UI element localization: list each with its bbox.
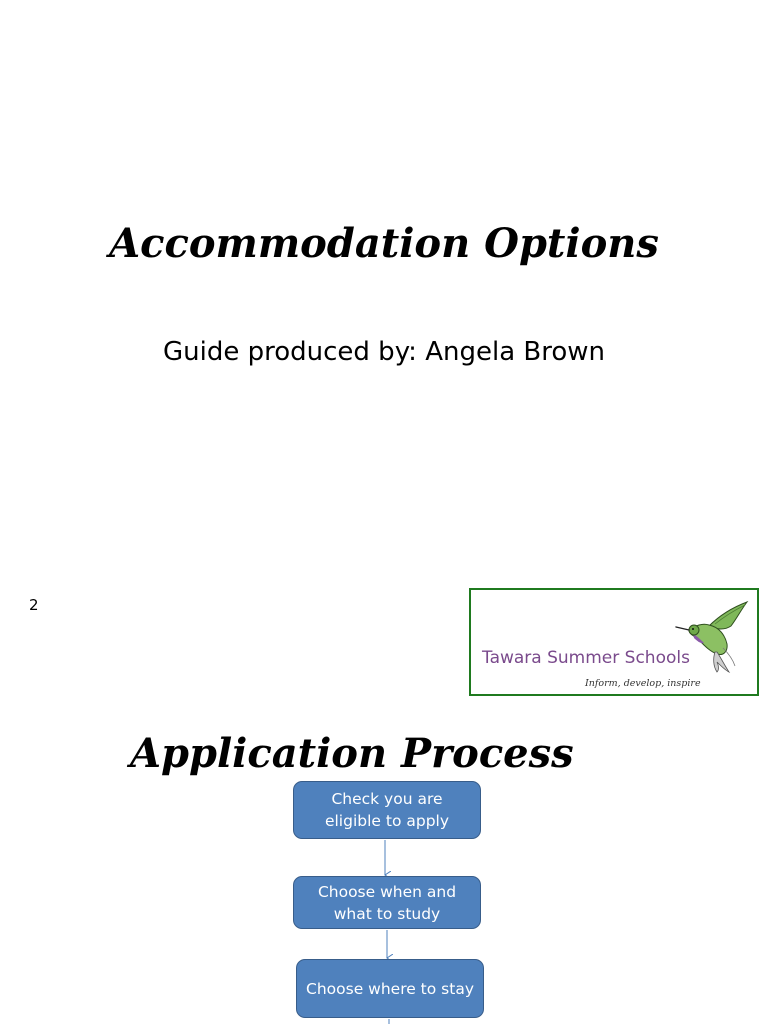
slide-subtitle-author: Guide produced by: Angela Brown <box>163 337 605 367</box>
slide-title-application-process: Application Process <box>130 730 574 777</box>
flow-step-label: Check you are eligible to apply <box>324 790 450 830</box>
logo-name: Tawara Summer Schools <box>482 648 690 668</box>
flow-step-choose-stay <box>296 959 484 1018</box>
flow-step-check-eligibility <box>293 781 481 839</box>
flow-step-choose-study <box>293 876 481 929</box>
logo-tagline: Inform, develop, inspire <box>585 678 701 689</box>
logo <box>469 588 759 696</box>
page-number: 2 <box>29 596 39 614</box>
hummingbird-icon <box>675 596 755 676</box>
slide-title-accommodation: Accommodation Options <box>109 220 659 267</box>
flow-step-label: Choose where to stay <box>306 979 474 998</box>
flow-step-label: Choose when and what to study <box>317 882 457 923</box>
